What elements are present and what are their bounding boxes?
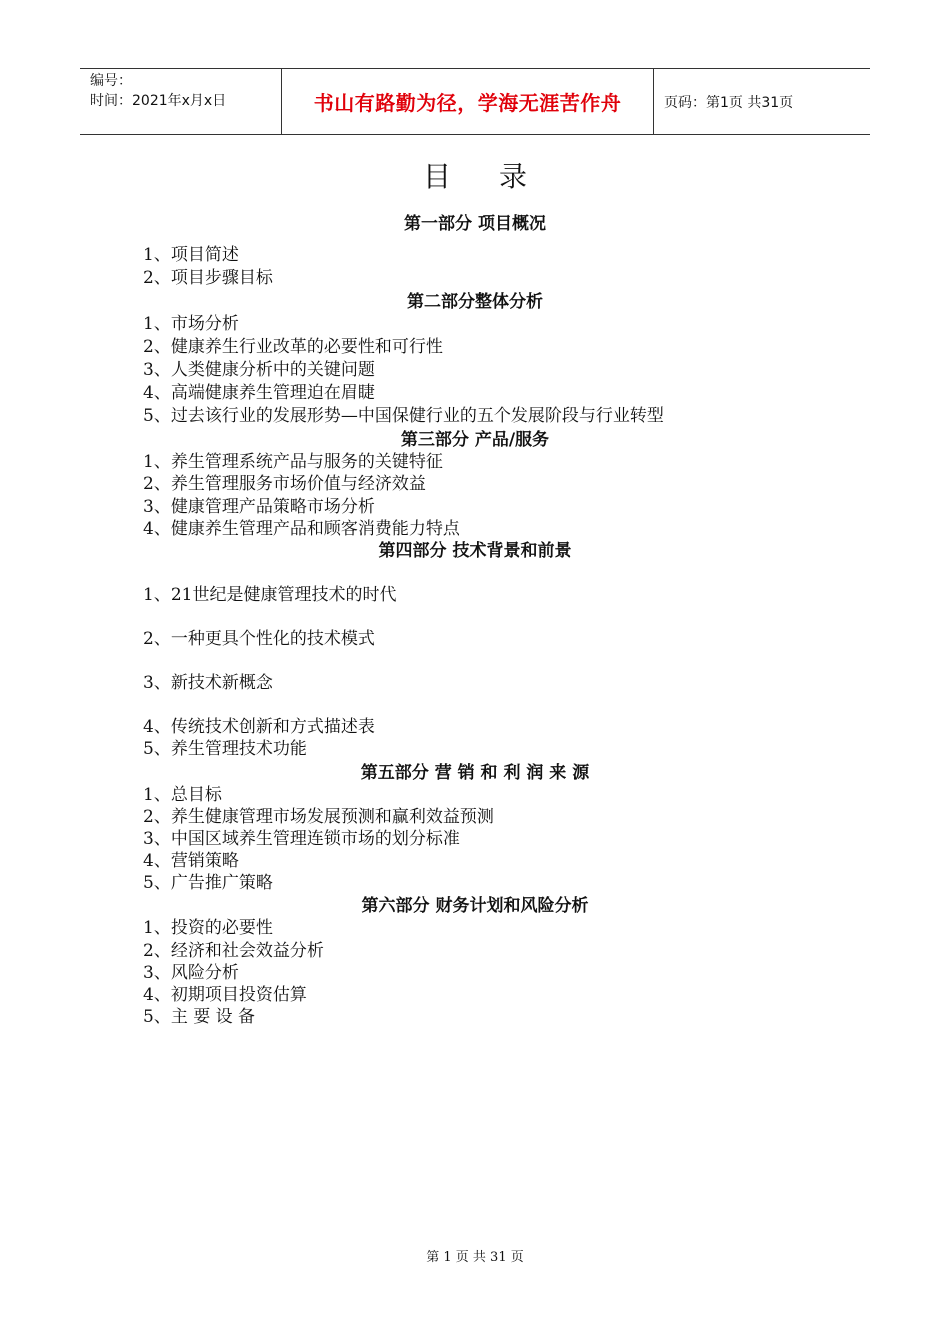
toc-item: 1、项目简述 [143, 245, 239, 265]
toc-item: 1、21世纪是健康管理技术的时代 [143, 585, 397, 605]
header-motto-cell [282, 69, 654, 134]
toc-item: 3、中国区域养生管理连锁市场的划分标准 [143, 829, 460, 849]
toc-item: 3、健康管理产品策略市场分析 [143, 497, 375, 517]
page-info: 页码：第1页 共31页 [664, 94, 794, 111]
page-footer: 第 1 页 共 31 页 [426, 1250, 524, 1265]
number-label: 编号： [90, 73, 132, 89]
toc-item: 2、健康养生行业改革的必要性和可行性 [143, 337, 443, 357]
section-heading: 第六部分 财务计划和风险分析 [361, 896, 589, 916]
toc-item: 1、养生管理系统产品与服务的关键特征 [143, 452, 443, 472]
motto: 书山有路勤为径，学海无涯苦作舟 [313, 91, 622, 115]
toc-item: 2、养生健康管理市场发展预测和赢利效益预测 [143, 807, 494, 827]
toc-item: 2、经济和社会效益分析 [143, 941, 324, 961]
toc-item: 5、广告推广策略 [143, 873, 273, 893]
toc-item: 1、市场分析 [143, 314, 239, 334]
toc-item: 5、主 要 设 备 [143, 1007, 256, 1027]
toc-item: 4、初期项目投资估算 [143, 985, 307, 1005]
toc-item: 5、过去该行业的发展形势—中国保健行业的五个发展阶段与行业转型 [143, 406, 664, 426]
toc-item: 2、养生管理服务市场价值与经济效益 [143, 474, 426, 494]
section-heading: 第一部分 项目概况 [404, 214, 546, 234]
toc-item: 5、养生管理技术功能 [143, 739, 307, 759]
header-page-info-cell [654, 69, 870, 134]
toc-title: 目录 [422, 160, 575, 193]
section-heading: 第三部分 产品/服务 [400, 430, 550, 450]
header-meta [80, 69, 282, 134]
toc-item: 1、总目标 [143, 785, 222, 805]
page-header [80, 68, 870, 135]
toc-item: 4、营销策略 [143, 851, 239, 871]
toc-item: 2、项目步骤目标 [143, 268, 273, 288]
toc-item: 3、风险分析 [143, 963, 239, 983]
toc-item: 4、传统技术创新和方式描述表 [143, 717, 375, 737]
section-heading: 第二部分整体分析 [407, 292, 543, 312]
section-heading: 第四部分 技术背景和前景 [378, 541, 572, 561]
toc-item: 4、高端健康养生管理迫在眉睫 [143, 383, 375, 403]
section-heading: 第五部分 营 销 和 利 润 来 源 [360, 763, 590, 783]
toc-item: 4、健康养生管理产品和顾客消费能力特点 [143, 519, 460, 539]
time-label: 时间：2021年x月x日 [90, 93, 227, 109]
toc-item: 2、一种更具个性化的技术模式 [143, 629, 375, 649]
toc-item: 3、新技术新概念 [143, 673, 273, 693]
toc-item: 3、人类健康分析中的关键问题 [143, 360, 375, 380]
toc-item: 1、投资的必要性 [143, 918, 273, 938]
